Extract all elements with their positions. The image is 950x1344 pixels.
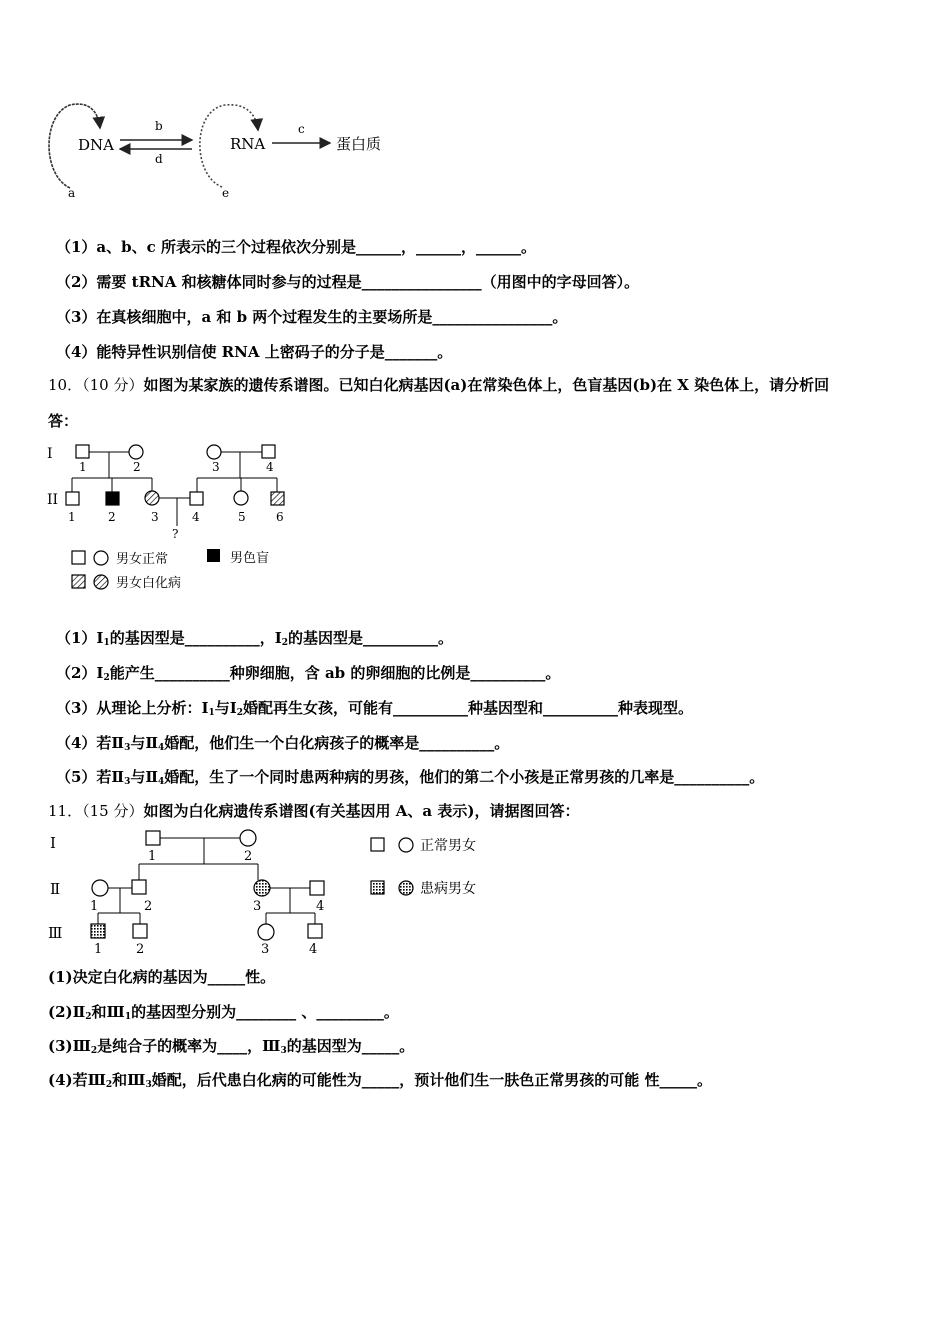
q11-text: 如图为白化病遗传系谱图(有关基因用 A、a 表示)，请据图回答： <box>143 802 580 820</box>
central-dogma-diagram <box>40 95 400 205</box>
I2-female-normal <box>240 830 256 846</box>
gen-label-1: Ⅰ <box>50 834 56 852</box>
q9-line-4: （4）能特异性识别信使 RNA 上密码子的分子是_______。 <box>56 343 453 361</box>
dna-label: DNA <box>78 136 114 154</box>
svg-text:4: 4 <box>316 899 325 914</box>
svg-text:2: 2 <box>133 460 141 474</box>
svg-text:1: 1 <box>148 849 157 864</box>
legend-female-normal-icon <box>399 838 413 852</box>
svg-text:1: 1 <box>68 510 76 524</box>
gen-label-2: Ⅱ <box>50 880 61 898</box>
legend-male-normal-icon <box>371 838 384 851</box>
II5-female-normal <box>234 491 248 505</box>
legend-male-albino-icon <box>72 575 85 588</box>
q9-line-3: （3）在真核细胞中，a 和 b 两个过程发生的主要场所是________________。 <box>56 308 568 326</box>
legend-male-affected-icon <box>371 881 384 894</box>
legend-normal: 男女正常 <box>116 552 169 567</box>
svg-text:3: 3 <box>253 899 262 914</box>
q10-text: 如图为某家族的遗传系谱图。已知白化病基因(a)在常染色体上，色盲基因(b)在 X 染色体上，请分析回 <box>143 376 830 394</box>
I3-female-normal <box>207 445 221 459</box>
I1-male-normal <box>146 831 160 845</box>
label-d: d <box>155 152 163 166</box>
svg-text:?: ? <box>172 527 179 541</box>
legend-female-albino-icon <box>94 575 108 589</box>
svg-text:2: 2 <box>144 899 153 914</box>
II2-male-colorblind <box>106 492 119 505</box>
q11-number: 11．（15 分） <box>48 802 144 820</box>
II3-female-affected <box>254 880 270 896</box>
q10-line-1: $(1)Ⅰ_1$的基因型是__________，$Ⅰ_2$的基因型是__________。 <box>56 629 454 648</box>
q10-number: 10．（10 分） <box>48 376 144 394</box>
II1-male-normal <box>66 492 79 505</box>
II4-male-normal <box>310 881 324 895</box>
legend-female-affected-icon <box>399 881 413 895</box>
III3-female-normal <box>258 924 274 940</box>
q11-line-1: (1)决定白化病的基因为_____性。 <box>48 968 276 986</box>
q10-line-3: （3）从理论上分析：$Ⅰ_1$与$Ⅰ_2$婚配再生女孩，可能有__________种基因型和__________种表现型。 <box>56 699 694 718</box>
III1-male-affected <box>91 924 105 938</box>
I4-male-normal <box>262 445 275 458</box>
svg-text:6: 6 <box>276 510 284 524</box>
II6-male-albino <box>271 492 284 505</box>
q10-line-4: （4）若$Ⅱ_3$与$Ⅱ_4$婚配，他们生一个白化病孩子的概率是__________。 <box>56 734 510 753</box>
III4-male-normal <box>308 924 322 938</box>
svg-text:3: 3 <box>212 460 220 474</box>
legend-colorblind: 男色盲 <box>230 551 270 566</box>
svg-text:5: 5 <box>238 510 246 524</box>
q11-line-4: (4)若$Ⅲ_2$和$Ⅲ_3$婚配，后代患白化病的可能性为_____，预计他们生一肤色正常男孩的可能 性_____。 <box>48 1071 712 1090</box>
svg-text:2: 2 <box>136 942 145 957</box>
q10-heading <box>48 374 829 395</box>
I2-female-normal <box>129 445 143 459</box>
pedigree-q11 <box>40 826 510 962</box>
svg-text:2: 2 <box>244 849 253 864</box>
pedigree-q10 <box>40 438 310 598</box>
q11-heading <box>48 800 579 821</box>
II2-male-normal <box>132 880 146 894</box>
svg-text:1: 1 <box>79 460 87 474</box>
q9-line-1: （1）a、b、c 所表示的三个过程依次分别是______，______，______。 <box>56 238 537 256</box>
II3-female-albino <box>145 491 159 505</box>
q10-heading-cont: 答： <box>48 412 79 430</box>
svg-text:4: 4 <box>309 942 318 957</box>
legend-female-normal-icon <box>94 551 108 565</box>
q11-line-2: $(2)Ⅱ_2$和$Ⅲ_1$的基因型分别为________ 、_________。 <box>48 1003 399 1022</box>
q10-line-2: $(2)Ⅰ_2$能产生__________种卵细胞，含 ab 的卵细胞的比例是__________。 <box>56 664 561 683</box>
legend-male-normal-icon <box>72 551 85 564</box>
q10-line-5: （5）若$Ⅱ_3$与$Ⅱ_4$婚配，生了一个同时患两种病的男孩，他们的第二个小孩是正常男孩的几率是__________。 <box>56 768 765 787</box>
svg-text:1: 1 <box>90 899 99 914</box>
label-a: a <box>68 186 76 200</box>
legend-normal: 正常男女 <box>420 838 476 854</box>
legend-albino: 男女白化病 <box>116 576 182 591</box>
q9-line-2: （2）需要 tRNA 和核糖体同时参与的过程是________________（用图中的字母回答）。 <box>56 273 640 291</box>
gen-label-1: I <box>47 446 53 462</box>
svg-text:4: 4 <box>192 510 200 524</box>
gen-label-3: Ⅲ <box>48 924 63 942</box>
svg-text:4: 4 <box>266 460 274 474</box>
label-c: c <box>298 122 305 136</box>
III2-male-normal <box>133 924 147 938</box>
label-e: e <box>222 186 230 200</box>
protein-label: 蛋白质 <box>336 135 382 153</box>
label-b: b <box>155 119 163 133</box>
legend-affected: 患病男女 <box>420 881 476 897</box>
II1-female-normal <box>92 880 108 896</box>
svg-text:3: 3 <box>151 510 159 524</box>
svg-text:3: 3 <box>261 942 270 957</box>
svg-text:2: 2 <box>108 510 116 524</box>
legend-colorblind-icon <box>207 549 220 562</box>
svg-text:1: 1 <box>94 942 103 957</box>
rna-label: RNA <box>230 135 266 153</box>
q11-line-3: $(3)Ⅲ_2$是纯合子的概率为____，$Ⅲ_3$的基因型为_____。 <box>48 1037 415 1056</box>
I1-male-normal <box>76 445 89 458</box>
II4-male-normal <box>190 492 203 505</box>
gen-label-2: II <box>47 492 59 508</box>
